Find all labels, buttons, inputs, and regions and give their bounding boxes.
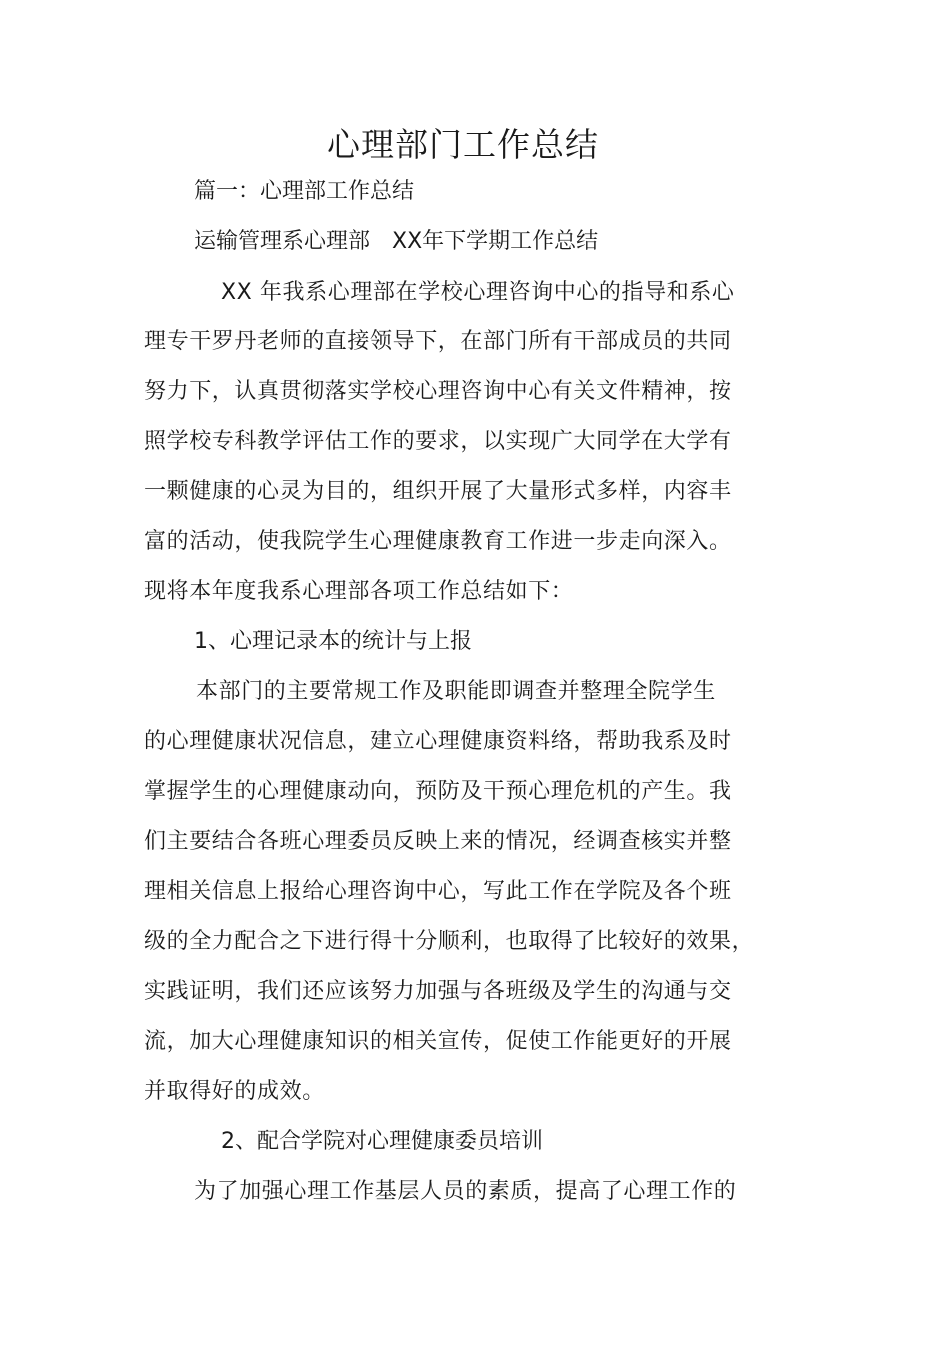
paragraph-line: 本部门的主要常规工作及职能即调查并整理全院学生 xyxy=(196,679,716,704)
paragraph-line: 照学校专科教学评估工作的要求，以实现广大同学在大学有 xyxy=(144,429,732,454)
paragraph-line: 级的全力配合之下进行得十分顺利，也取得了比较好的效果， xyxy=(144,929,755,954)
paragraph-line: 富的活动，使我院学生心理健康教育工作进一步走向深入。 xyxy=(144,529,732,554)
paragraph-line: 努力下，认真贯彻落实学校心理咨询中心有关文件精神，按 xyxy=(144,379,732,404)
document-title: 心理部门工作总结 xyxy=(327,125,599,164)
paragraph-line: 为了加强心理工作基层人员的素质，提高了心理工作的 xyxy=(194,1179,737,1204)
paragraph-line: 理相关信息上报给心理咨询中心，写此工作在学院及各个班 xyxy=(144,879,732,904)
paragraph-line: 的心理健康状况信息，建立心理健康资料络，帮助我系及时 xyxy=(144,729,732,754)
paragraph-line: 现将本年度我系心理部各项工作总结如下： xyxy=(144,579,574,604)
paragraph-line: 一颗健康的心灵为目的，组织开展了大量形式多样，内容丰 xyxy=(144,479,732,504)
paragraph-line: 理专干罗丹老师的直接领导下，在部门所有干部成员的共同 xyxy=(144,329,732,354)
paragraph-line: 并取得好的成效。 xyxy=(144,1079,325,1104)
document-subtitle: 运输管理系心理部 XX年下学期工作总结 xyxy=(194,229,599,254)
section-heading: 2、配合学院对心理健康委员培训 xyxy=(221,1129,543,1154)
paragraph-line: 实践证明，我们还应该努力加强与各班级及学生的沟通与交 xyxy=(144,979,732,1004)
chapter-heading: 篇一：心理部工作总结 xyxy=(194,179,415,204)
section-heading: 1、心理记录本的统计与上报 xyxy=(194,629,472,654)
paragraph-line: 们主要结合各班心理委员反映上来的情况，经调查核实并整 xyxy=(144,829,732,854)
paragraph-line: XX 年我系心理部在学校心理咨询中心的指导和系心 xyxy=(221,280,735,305)
paragraph-line: 掌握学生的心理健康动向，预防及干预心理危机的产生。我 xyxy=(144,779,732,804)
paragraph-line: 流，加大心理健康知识的相关宣传，促使工作能更好的开展 xyxy=(144,1029,732,1054)
